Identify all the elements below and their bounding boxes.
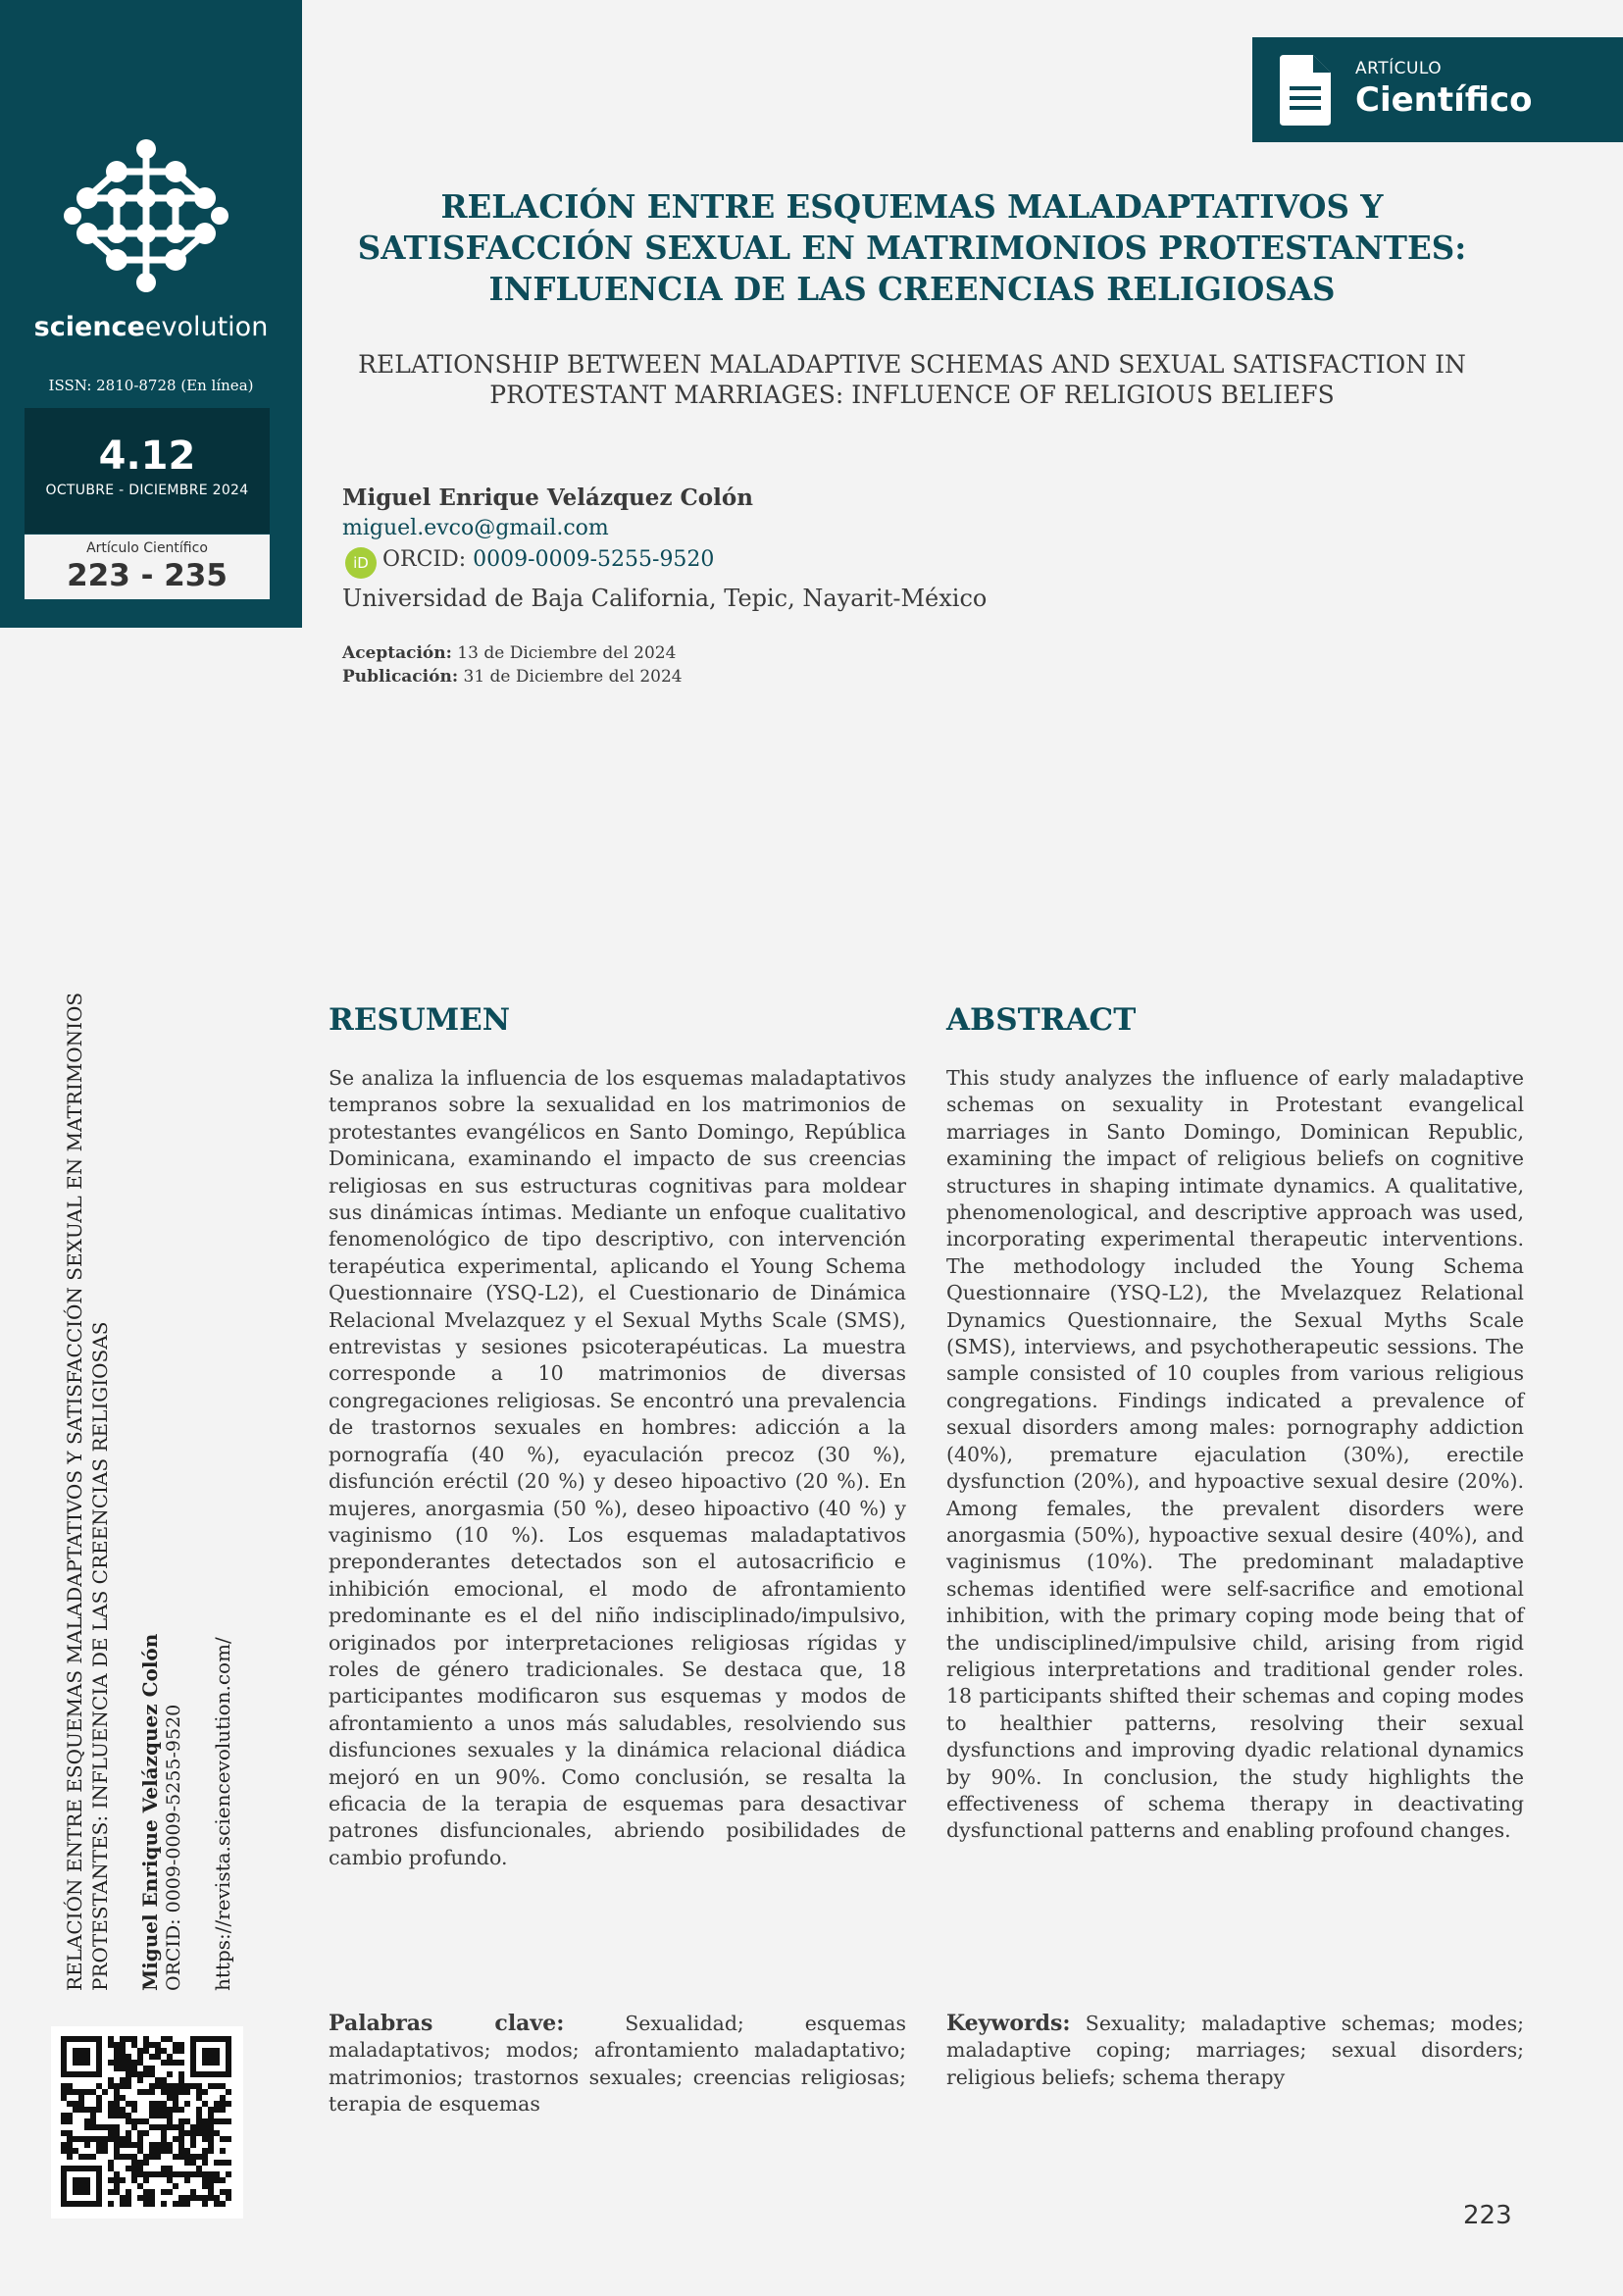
publication-date: 31 de Diciembre del 2024 (458, 667, 683, 687)
title-english: RELATIONSHIP BETWEEN MALADAPTIVE SCHEMAS AND SEXUAL SATISFACTION IN PROTESTANT MARRIAGES: INFLUENCE OF RELIGIOUS BELIEFS (358, 350, 1466, 409)
publication-dates (342, 641, 683, 689)
title-spanish: RELACIÓN ENTRE ESQUEMAS MALADAPTATIVOS Y SATISFACCIÓN SEXUAL EN MATRIMONIOS PROTESTANTES: INFLUENCIA DE LAS CREENCIAS RELIGIOSAS (357, 187, 1467, 308)
spine-url-link[interactable]: https://revista.sciencevolution.com/ (211, 1637, 234, 1991)
author-name: Miguel Enrique Velázquez Colón (342, 485, 753, 511)
orcid-row (345, 547, 714, 579)
issn-label: ISSN: 2810-8728 (En línea) (48, 377, 254, 394)
page-number: 223 (1463, 2201, 1512, 2230)
author-email-link[interactable]: miguel.evco@gmail.com (342, 516, 609, 540)
spine-text (54, 814, 250, 1991)
badge-large-label: Científico (1355, 80, 1533, 120)
pages-range: 223 - 235 (67, 558, 228, 593)
keywords-spanish (329, 2011, 906, 2118)
keywords-list-es: Sexualidad; esquemas maladaptativos; modos; afrontamiento maladaptativo; matrimonios; trastornos sexuales; creencias religiosas; terapia de esquemas (329, 2012, 906, 2117)
spine-orcid: ORCID: 0009-0009-5255-9520 (163, 1704, 184, 1991)
keywords-label-en: Keywords: (946, 2011, 1071, 2036)
acceptance-label: Aceptación: (342, 643, 452, 663)
document-icon (1280, 55, 1331, 126)
orcid-link[interactable]: 0009-0009-5255-9520 (473, 547, 715, 572)
spine-title: RELACIÓN ENTRE ESQUEMAS MALADAPTATIVOS Y SATISFACCIÓN SEXUAL EN MATRIMONIOS PROTESTANTES: INFLUENCIA DE LAS CREENCIAS RELIGIOSAS (63, 992, 112, 1991)
pages-box (25, 535, 270, 599)
abstract-heading: ABSTRACT (946, 1002, 1137, 1038)
acceptance-date: 13 de Diciembre del 2024 (451, 643, 677, 663)
keywords-label-es: Palabras clave: (329, 2011, 565, 2036)
journal-name: scienceevolution (33, 312, 269, 342)
author-affiliation: Universidad de Baja California, Tepic, Nayarit-México (342, 585, 988, 612)
keywords-list-en: Sexuality; maladaptive schemas; modes; maladaptive coping; marriages; sexual disorders; religious beliefs; schema therapy (946, 2012, 1524, 2089)
article-type-badge (1252, 37, 1623, 142)
resumen-heading: RESUMEN (329, 1002, 511, 1038)
science-network-logo (63, 137, 229, 294)
publication-label: Publicación: (342, 667, 459, 687)
spine-author: Miguel Enrique Velázquez Colón (138, 1633, 162, 1991)
orcid-icon: iD (345, 547, 377, 579)
journal-brand-panel (0, 0, 302, 628)
abstract-text: This study analyzes the influence of early maladaptive schemas on sexuality in Protestant evangelical marriages in Santo Domingo, Dominican Republic, examining the impact of religious beliefs on cognitive structures in shaping intimate dynamics. A qualitative, phenomenological, and descriptive approach was used, incorporating experimental therapeutic interventions. The methodology included the Young Schema Questionnaire (YSQ-L2), the Mvelazquez Relational Dynamics Questionnaire, the Sexual Myths Scale (SMS), interviews, and psychotherapeutic sessions. The sample consisted of 10 couples from various religious congregations. Findings indicated a prevalence of sexual disorders among males: pornography addiction (40%), premature ejaculation (30%), erectile dysfunction (20%), and hypoactive sexual desire (20%). Among females, the prevalent disorders were anorgasmia (50%), hypoactive sexual desire (40%), and vaginismus (10%). The predominant maladaptive schemas identified were self-sacrifice and emotional inhibition, with the primary coping mode being that of the undisciplined/impulsive child, arising from rigid religious interpretations and traditional gender roles. 18 participants shifted their schemas and coping modes to healthier patterns, resolving their sexual dysfunctions and improving dyadic relational dynamics by 90%. In conclusion, the study highlights the effectiveness of schema therapy in deactivating dysfunctional patterns and enabling profound changes. (946, 1066, 1524, 1843)
orcid-label: ORCID: (382, 547, 474, 572)
resumen-text: Se analiza la influencia de los esquemas maladaptativos tempranos sobre la sexualidad en los matrimonios de protestantes evangélicos en Santo Domingo, República Dominicana, examinando el impacto de sus creencias religiosas en sus estructuras cognitivas para moldear sus dinámicas íntimas. Mediante un enfoque cualitativo fenomenológico de tipo descriptivo, con intervención terapéutica experimental, aplicando el Young Schema Questionnaire (YSQ-L2), el Cuestionario de Dinámica Relacional Mvelazquez y el Sexual Myths Scale (SMS), entrevistas y sesiones psicoterapéuticas. La muestra corresponde a 10 matrimonios de diversas congregaciones religiosas. Se encontró una prevalencia de trastornos sexuales en hombres: adicción a la pornografía (40 %), eyaculación precoz (30 %), disfunción eréctil (20 %) y deseo hipoactivo (20 %). En mujeres, anorgasmia (50 %), deseo hipoactivo (40 %) y vaginismo (10 %). Los esquemas maladaptativos preponderantes detectados son el autosacrificio e inhibición emocional, el modo de afrontamiento predominante es el del niño indisciplinado/impulsivo, originados por interpretaciones religiosas rígidas y roles de género tradicionales. Se destaca que, 18 participantes modificaron sus esquemas y modos de afrontamiento a unos más saludables, resolviendo sus disfunciones sexuales y la dinámica relacional diádica mejoró en un 90%. Como conclusión, se resalta la eficacia de la terapia de esquemas para desactivar patrones disfuncionales, abriendo posibilidades de cambio profundo. (329, 1066, 906, 1869)
pages-label: Artículo Científico (86, 540, 208, 556)
keywords-english (946, 2011, 1524, 2091)
issue-box (25, 408, 270, 534)
badge-small-label: ARTÍCULO (1355, 59, 1443, 78)
qr-code (51, 2026, 243, 2219)
issue-period: OCTUBRE - DICIEMBRE 2024 (45, 483, 249, 498)
issue-number: 4.12 (98, 434, 196, 479)
